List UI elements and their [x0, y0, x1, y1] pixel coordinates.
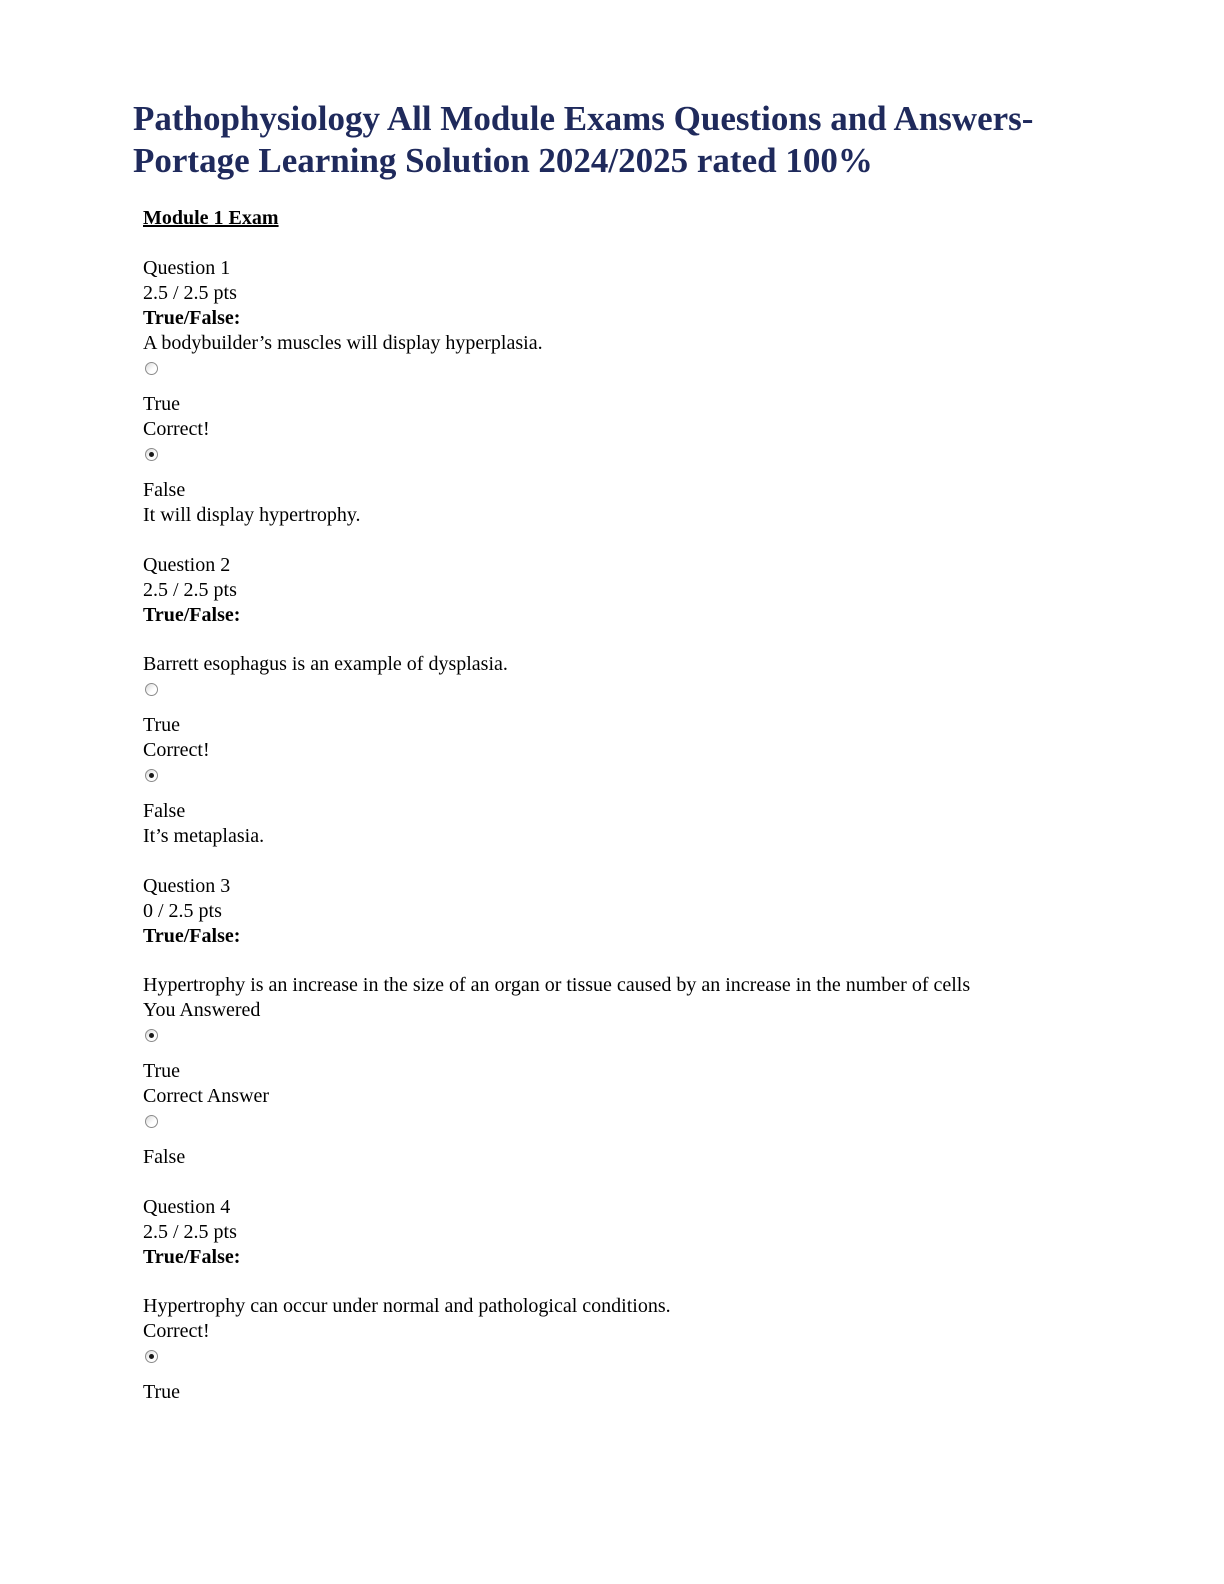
radio-row	[143, 1109, 1143, 1145]
radio-checked-icon[interactable]	[145, 769, 158, 782]
option-label: False	[143, 479, 186, 501]
radio-row	[143, 356, 1143, 392]
question-score: 2.5 / 2.5 pts	[143, 579, 237, 601]
option-label: True	[143, 1060, 181, 1082]
document-body	[143, 206, 1143, 1430]
question-number: Question 4	[143, 1196, 231, 1218]
radio-checked-icon[interactable]	[145, 448, 158, 461]
question-text: Barrett esophagus is an example of dysplasia.	[143, 653, 508, 675]
radio-checked-icon[interactable]	[145, 1029, 158, 1042]
option-note: Correct!	[143, 739, 210, 761]
document-title	[133, 98, 1133, 182]
option-note: Correct!	[143, 418, 210, 440]
radio-row	[143, 1023, 1143, 1059]
question-score: 2.5 / 2.5 pts	[143, 1221, 237, 1243]
question-score: 0 / 2.5 pts	[143, 900, 222, 922]
question-4	[143, 1195, 1143, 1405]
question-3	[143, 874, 1143, 1170]
option-label: True	[143, 1381, 181, 1403]
question-number: Question 3	[143, 875, 231, 897]
title-line-2: Portage Learning Solution 2024/2025 rated 100%	[133, 141, 873, 180]
radio-unchecked-icon[interactable]	[145, 1115, 158, 1128]
radio-row	[143, 442, 1143, 478]
radio-row	[143, 1344, 1143, 1380]
feedback-text: It will display hypertrophy.	[143, 504, 361, 526]
question-number: Question 1	[143, 257, 231, 279]
answer-note: Correct!	[143, 1320, 210, 1342]
question-text: Hypertrophy can occur under normal and pathological conditions.	[143, 1295, 671, 1317]
option-note: Correct Answer	[143, 1085, 270, 1107]
radio-row	[143, 677, 1143, 713]
title-line-1: Pathophysiology All Module Exams Questions and Answers-	[133, 99, 1034, 138]
question-score: 2.5 / 2.5 pts	[143, 282, 237, 304]
question-type: True/False:	[143, 1246, 241, 1268]
radio-unchecked-icon[interactable]	[145, 362, 158, 375]
radio-checked-icon[interactable]	[145, 1350, 158, 1363]
radio-row	[143, 763, 1143, 799]
question-type: True/False:	[143, 925, 241, 947]
question-text: Hypertrophy is an increase in the size of an organ or tissue caused by an increase in the number of cells	[143, 974, 971, 996]
question-number: Question 2	[143, 554, 231, 576]
option-label: True	[143, 393, 181, 415]
option-label: False	[143, 1146, 186, 1168]
module-heading: Module 1 Exam	[143, 207, 279, 229]
feedback-text: It’s metaplasia.	[143, 825, 265, 847]
option-label: False	[143, 800, 186, 822]
question-text: A bodybuilder’s muscles will display hyperplasia.	[143, 332, 543, 354]
radio-unchecked-icon[interactable]	[145, 683, 158, 696]
answer-note: You Answered	[143, 999, 261, 1021]
question-2	[143, 553, 1143, 849]
question-1	[143, 256, 1143, 528]
option-label: True	[143, 714, 181, 736]
question-type: True/False:	[143, 604, 241, 626]
question-type: True/False:	[143, 307, 241, 329]
